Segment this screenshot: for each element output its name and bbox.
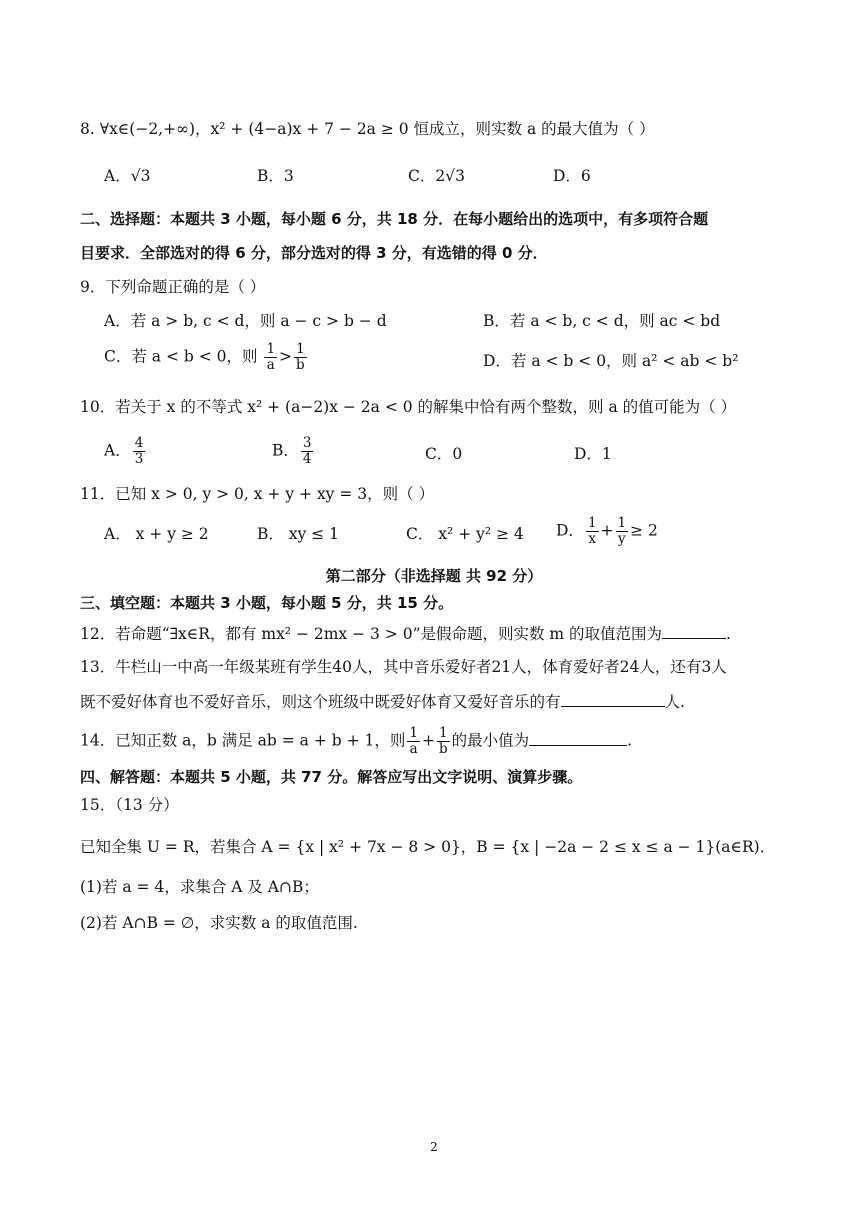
fraction-denominator: a [409,741,418,757]
fraction-numerator: 1 [437,726,450,742]
q11-option-d: D． $\frac{1}{x}$ + $\frac{1}{y}$ ≥ 2 [556,515,658,547]
q13-tail: 人. [664,693,685,711]
q13-body: 既不爱好体育也不爱好音乐，则这个班级中既爱好体育又爱好音乐的有 [80,693,561,711]
fraction-1-over-x [586,516,599,547]
q8-option-d: D．6 [553,167,591,185]
section2-heading-line2: 目要求．全部选对的得 6 分，部分选对的得 3 分，有选错的得 0 分． [80,244,548,262]
fraction-denominator: x [588,531,597,547]
fraction-1-over-b [294,342,307,373]
q8-option-b: B．3 [257,167,294,185]
q11-option-d-tail: ≥ 2 [630,521,658,540]
fraction-numerator: 1 [294,342,307,358]
q10-option-a-label: A． [104,441,131,460]
part2-title: 第二部分（非选择题 共 92 分） [325,567,543,585]
q10-stem: 10．若关于 x 的不等式 x² + (a−2)x − 2a < 0 的解集中恰有两个整数，则 a 的值可能为（ ） [80,398,737,416]
fraction-denominator: a [266,357,275,373]
q12-body: 12．若命题“∃x∈R，都有 mx² − 2mx − 3 > 0”是假命题，则实数 m 的取值范围为 [80,625,663,643]
q13-line1: 13．牛栏山一中高一年级某班有学生40人，其中音乐爱好者21人，体育爱好者24人，还有3人 [80,658,727,676]
fraction-denominator: b [296,357,305,373]
q14-tail: . [627,731,633,750]
fraction-numerator: 1 [617,515,627,531]
fraction-numerator: 1 [587,515,597,531]
q10-option-c: C．0 [425,445,463,463]
q12-tail: . [726,625,731,643]
q14-text: 14．已知正数 a，b 满足 ab = a + b + 1，则 $\frac{1}{a}$ + $\frac{1}{b}$ 的最小值为 . [80,725,633,757]
page-number: 2 [430,1140,438,1154]
q10-option-b [272,436,315,467]
fraction-numerator: 4 [134,435,144,451]
q12-text [80,622,731,645]
fraction-3-over-4 [301,436,314,467]
fraction-1-over-y [616,516,629,547]
q14-body-end: 的最小值为 [451,731,530,750]
fraction-4-over-3 [133,436,146,467]
q11-stem: 11．已知 x > 0, y > 0, x + y + xy = 3，则（ ） [80,485,435,503]
q15-heading: 15．（13 分） [80,796,179,814]
q14-body: 14．已知正数 a，b 满足 ab = a + b + 1，则 [80,731,406,750]
fraction-numerator: 1 [409,725,418,741]
q8-stem: 8. ∀x∈(−2,+∞)，x² + (4−a)x + 7 − 2a ≥ 0 恒成立，则实数 a 的最大值为（ ） [80,120,655,138]
q10-option-b-label: B． [272,441,299,460]
q9-option-a: A．若 a > b, c < d，则 a − c > b − d [104,312,387,330]
answer-blank[interactable] [529,729,627,746]
q9-stem: 9．下列命题正确的是（ ） [80,278,266,296]
q10-option-a [104,436,147,467]
fraction-1-over-b [437,726,450,757]
q8-option-a: A．√3 [104,167,151,185]
q9-option-c: C．若 a < b < 0，则 $\frac{1}{a}$ > $\frac{1}{b}$ [104,341,305,373]
q15-part2: (2)若 A∩B = ∅，求实数 a 的取值范围. [80,914,358,932]
q11-option-a: A． x + y ≥ 2 [104,525,209,543]
fraction-1-over-a [264,342,277,373]
q11-option-b: B． xy ≤ 1 [257,525,340,543]
answer-blank[interactable] [561,690,665,707]
fraction-denominator: y [618,531,626,547]
fraction-numerator: 3 [302,435,312,451]
q8-option-c: C．2√3 [408,167,465,185]
q15-part1: (1)若 a = 4，求集合 A 及 A∩B； [80,878,319,896]
fraction-numerator: 1 [266,341,276,357]
q11-option-c: C． x² + y² ≥ 4 [406,525,524,543]
q13-line2 [80,690,685,713]
fraction-denominator: 4 [302,451,312,467]
q9-option-c-text: C．若 a < b < 0，则 [104,347,258,366]
section4-heading: 四、解答题：本题共 5 小题，共 77 分。解答应写出文字说明、演算步骤。 [80,768,583,786]
q9-option-d: D．若 a < b < 0，则 a² < ab < b² [483,352,739,370]
fraction-1-over-a [407,726,420,757]
q15-stem: 已知全集 U = R，若集合 A = {x | x² + 7x − 8 > 0}，B = {x | −2a − 2 ≤ x ≤ a − 1}(a∈R)． [80,838,776,856]
q11-option-d-label: D． [556,521,584,540]
fraction-denominator: 3 [134,451,144,467]
q9-option-b: B．若 a < b, c < d，则 ac < bd [483,312,721,330]
fraction-denominator: b [438,741,448,757]
q10-option-d: D．1 [574,445,612,463]
answer-blank[interactable] [662,622,726,639]
section3-heading: 三、填空题：本题共 3 小题，每小题 5 分，共 15 分。 [80,594,454,612]
section2-heading-line1: 二、选择题：本题共 3 小题，每小题 6 分，共 18 分．在每小题给出的选项中，有多项符合题 [80,210,709,228]
